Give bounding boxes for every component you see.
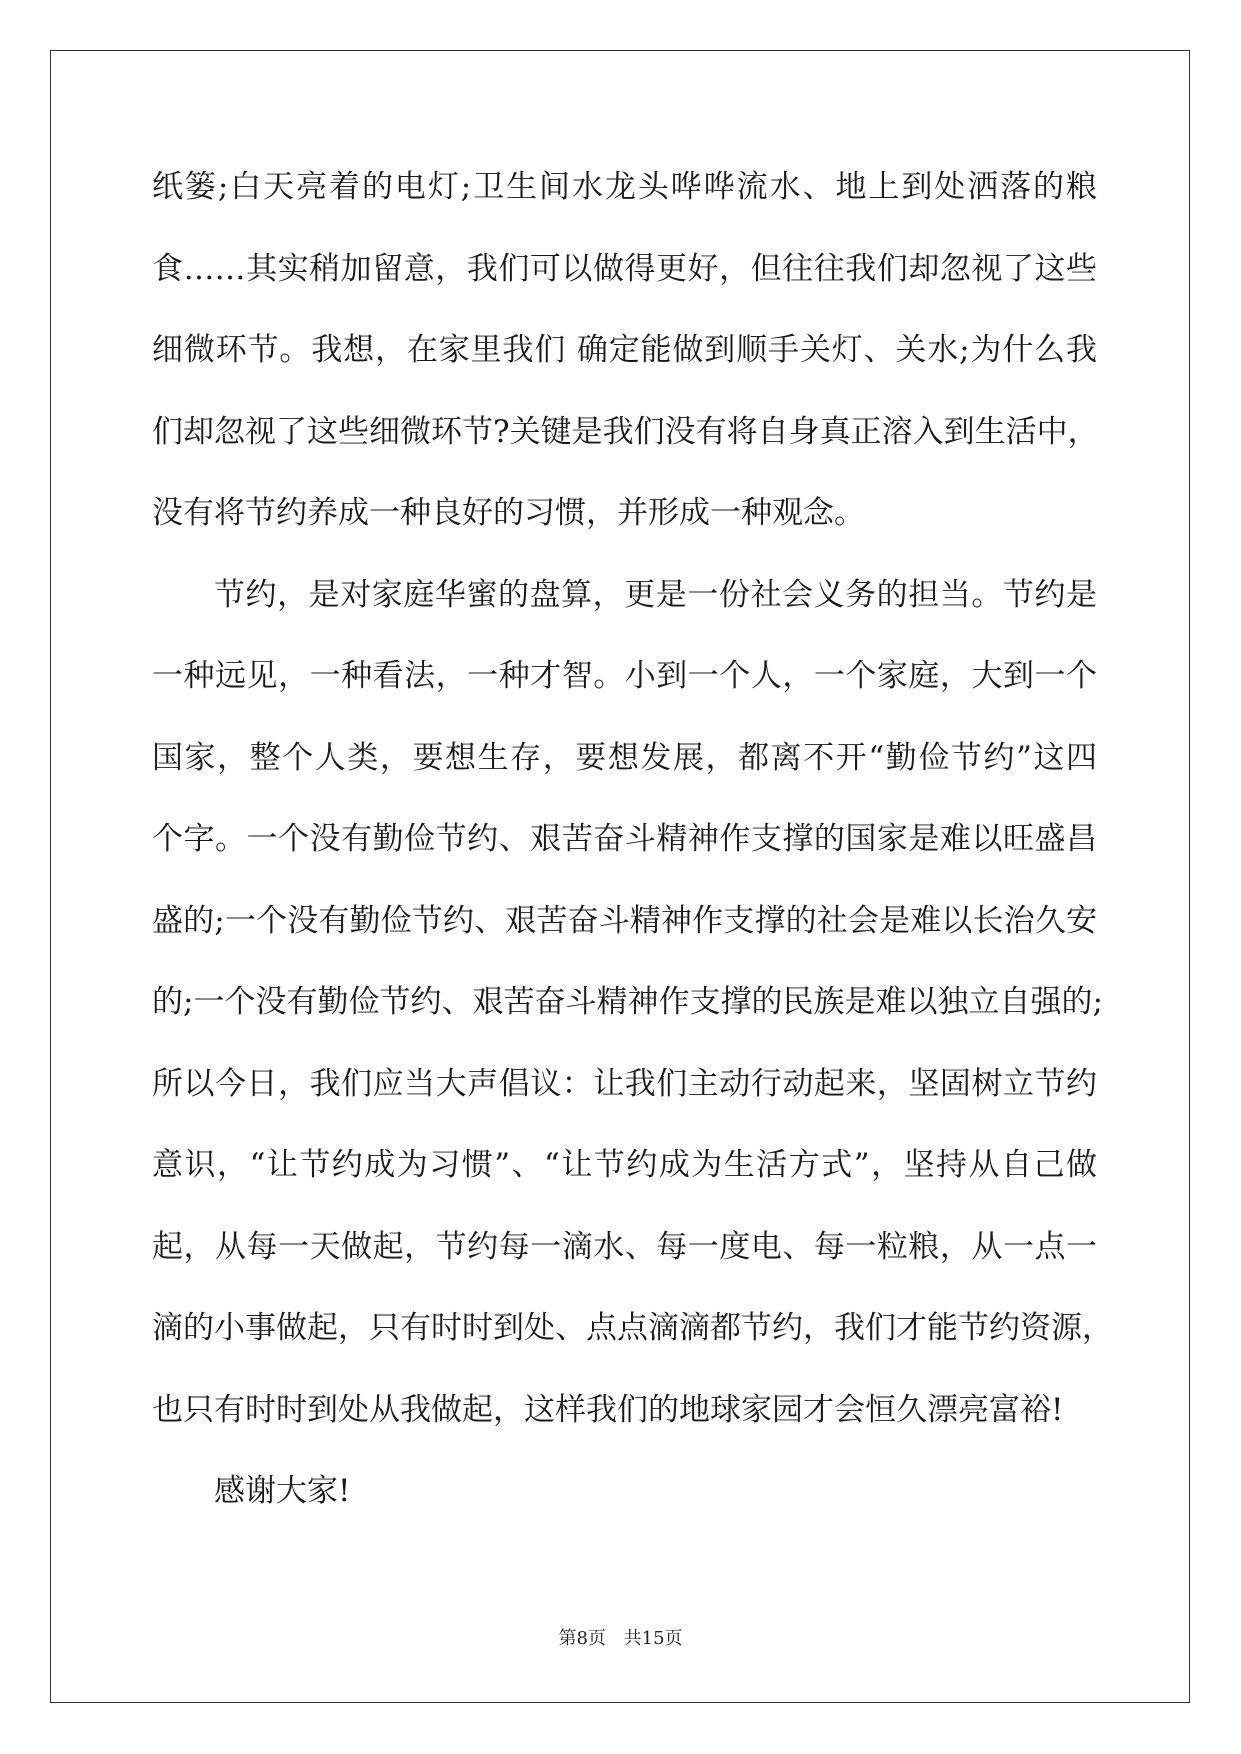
body-line: 没有将节约养成一种良好的习惯，并形成一种观念。 [152, 495, 865, 531]
body-line: 的;一个没有勤俭节约、艰苦奋斗精神作支撑的民族是难以独立自强的; [152, 984, 1103, 1020]
page-footer [0, 1624, 1241, 1650]
body-line: 所以今日，我们应当大声倡议：让我们主动行动起来，坚固树立节约 [152, 1065, 1097, 1102]
body-line: 国家，整个人类，要想生存，要想发展，都离不开“勤俭节约”这四 [152, 739, 1097, 776]
body-line: 意识，“让节约成为习惯”、“让节约成为生活方式”，坚持从自己做 [152, 1147, 1097, 1183]
body-line: 细微环节。我想，在家里我们 确定能做到顺手关灯、关水;为什么我 [152, 332, 1097, 368]
body-line: 滴的小事做起，只有时时到处、点点滴滴都节约，我们才能节约资源， [152, 1310, 1113, 1346]
body-line: 起，从每一天做起，节约每一滴水、每一度电、每一粒粮，从一点一 [152, 1228, 1097, 1265]
body-line: 个字。一个没有勤俭节约、艰苦奋斗精神作支撑的国家是难以旺盛昌 [152, 821, 1097, 857]
body-line: 感谢大家! [214, 1473, 351, 1509]
document-body [152, 162, 1113, 1548]
body-line: 也只有时时到处从我做起，这样我们的地球家园才会恒久漂亮富裕! [152, 1391, 1064, 1428]
body-line: 节约，是对家庭华蜜的盘算，更是一份社会义务的担当。节约是 [214, 576, 1097, 613]
body-line: 纸篓;白天亮着的电灯;卫生间水龙头哗哗流水、地上到处洒落的粮 [152, 169, 1097, 205]
body-line: 们却忽视了这些细微环节?关键是我们没有将自身真正溶入到生活中， [152, 413, 1099, 450]
page-number: 第8页 [558, 1628, 606, 1649]
body-line: 盛的;一个没有勤俭节约、艰苦奋斗精神作支撑的社会是难以长治久安 [152, 902, 1097, 939]
body-line: 食……其实稍加留意，我们可以做得更好，但往往我们却忽视了这些 [152, 250, 1097, 287]
body-line: 一种远见，一种看法，一种才智。小到一个人，一个家庭，大到一个 [152, 658, 1097, 694]
page-total: 共15页 [623, 1628, 683, 1649]
